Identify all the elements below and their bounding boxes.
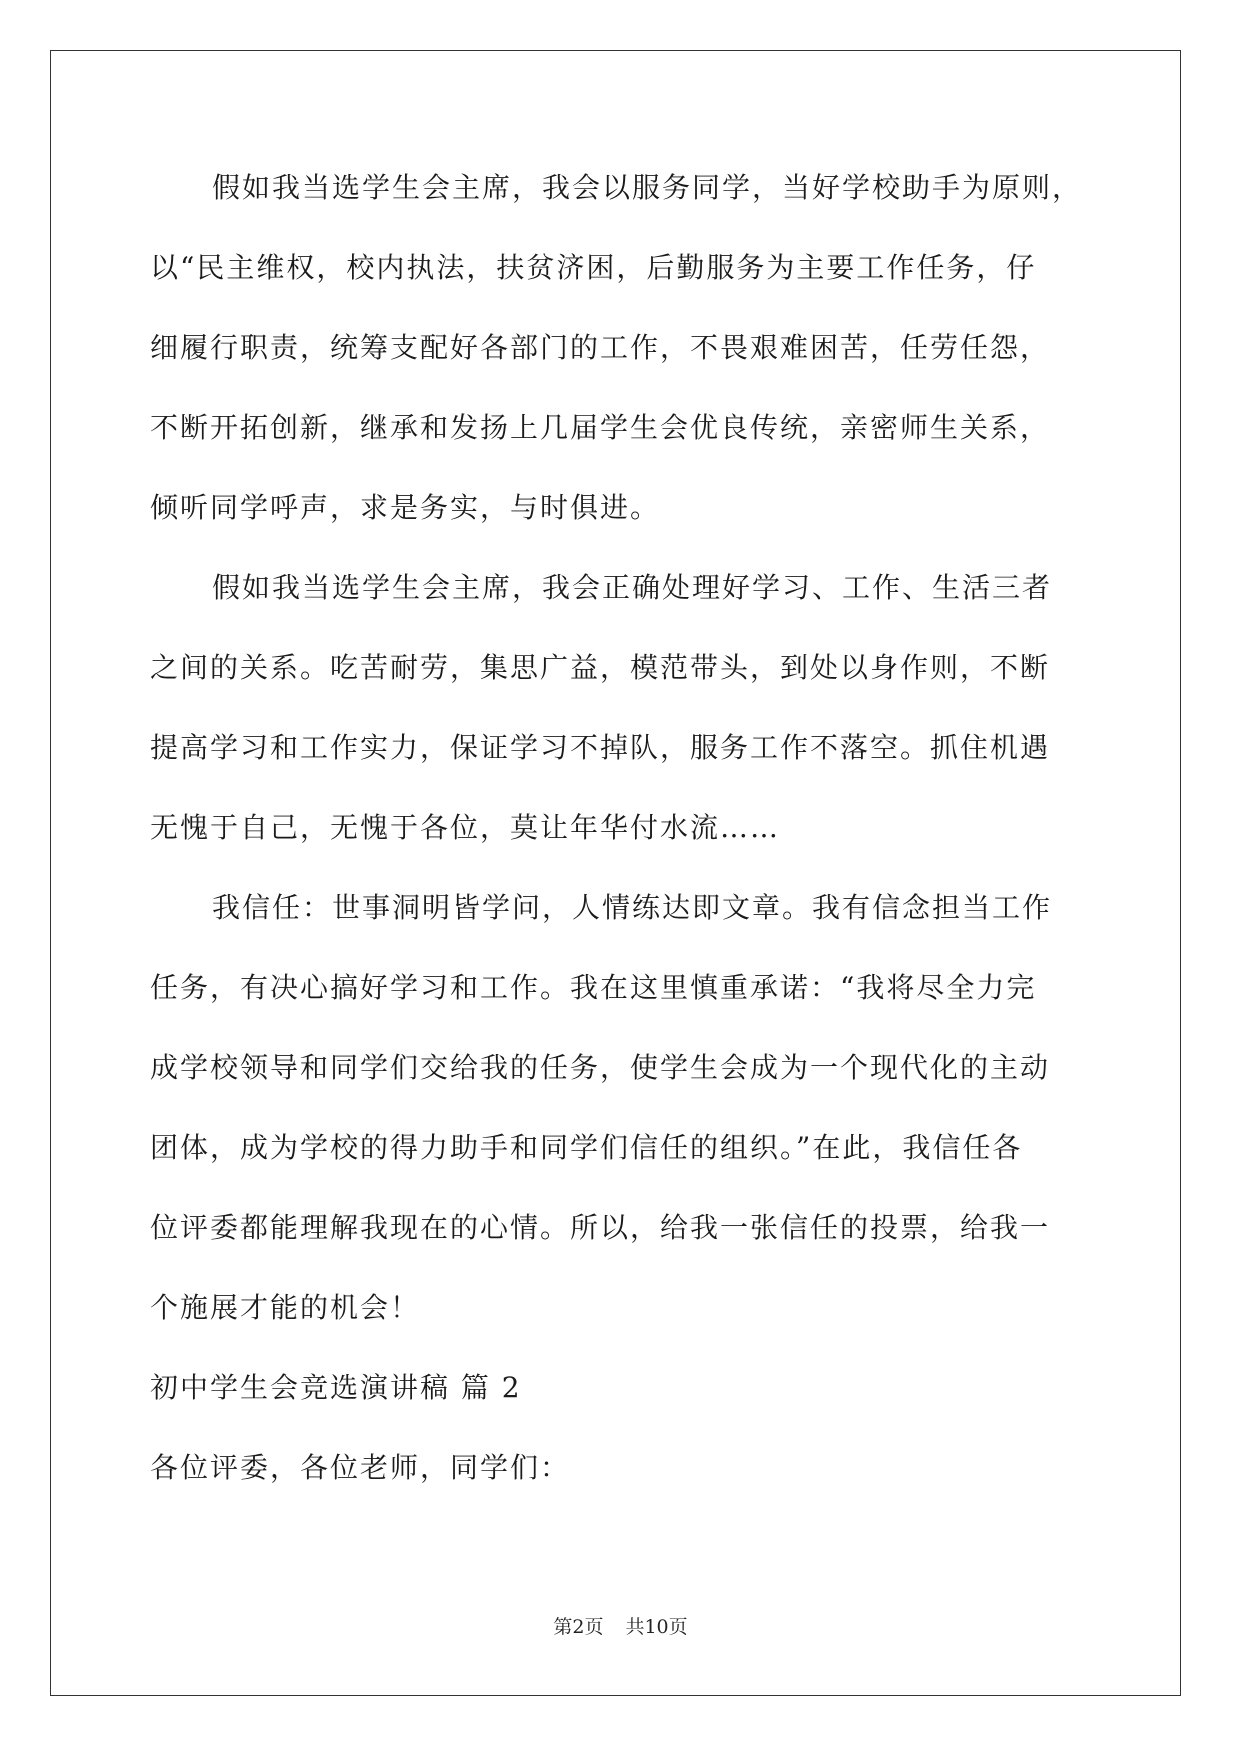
paragraph-3-line-5: 位评委都能理解我现在的心情。所以，给我一张信任的投票，给我一 [150,1211,1051,1244]
paragraph-1-line-1: 假如我当选学生会主席，我会以服务同学，当好学校助手为原则， [212,171,1083,204]
paragraph-1-line-3: 细履行职责，统筹支配好各部门的工作，不畏艰难困苦，任劳任怨， [150,331,1051,364]
paragraph-3-line-3: 成学校领导和同学们交给我的任务，使学生会成为一个现代化的主动 [150,1051,1051,1084]
paragraph-2-line-2: 之间的关系。吃苦耐劳，集思广益，模范带头，到处以身作则，不断 [150,651,1051,684]
paragraph-3-line-6: 个施展才能的机会！ [150,1291,421,1324]
section-heading: 初中学生会竞选演讲稿 篇 2 [150,1371,522,1404]
paragraph-2-line-4: 无愧于自己，无愧于各位，莫让年华付水流…… [150,811,781,844]
paragraph-2-line-1: 假如我当选学生会主席，我会正确处理好学习、工作、生活三者 [212,571,1053,604]
paragraph-3-line-2: 任务，有决心搞好学习和工作。我在这里慎重承诺：“我将尽全力完 [150,971,1037,1004]
page-number: 第2页 [553,1616,604,1638]
page-total: 共10页 [625,1616,688,1638]
paragraph-1-line-4: 不断开拓创新，继承和发扬上几届学生会优良传统，亲密师生关系， [150,411,1051,444]
page-footer [0,1612,1241,1639]
paragraph-2-line-3: 提高学习和工作实力，保证学习不掉队，服务工作不落空。抓住机遇 [150,731,1051,764]
paragraph-1-line-2: 以“民主维权，校内执法，扶贫济困，后勤服务为主要工作任务，仔 [150,251,1037,284]
document-body [150,148,1095,1508]
paragraph-1-line-5: 倾听同学呼声，求是务实，与时俱进。 [150,491,661,524]
paragraph-3-line-4: 团体，成为学校的得力助手和同学们信任的组织。”在此，我信任各 [150,1131,1023,1164]
salutation: 各位评委，各位老师，同学们： [150,1451,571,1484]
paragraph-3-line-1: 我信任：世事洞明皆学问，人情练达即文章。我有信念担当工作 [212,891,1053,924]
